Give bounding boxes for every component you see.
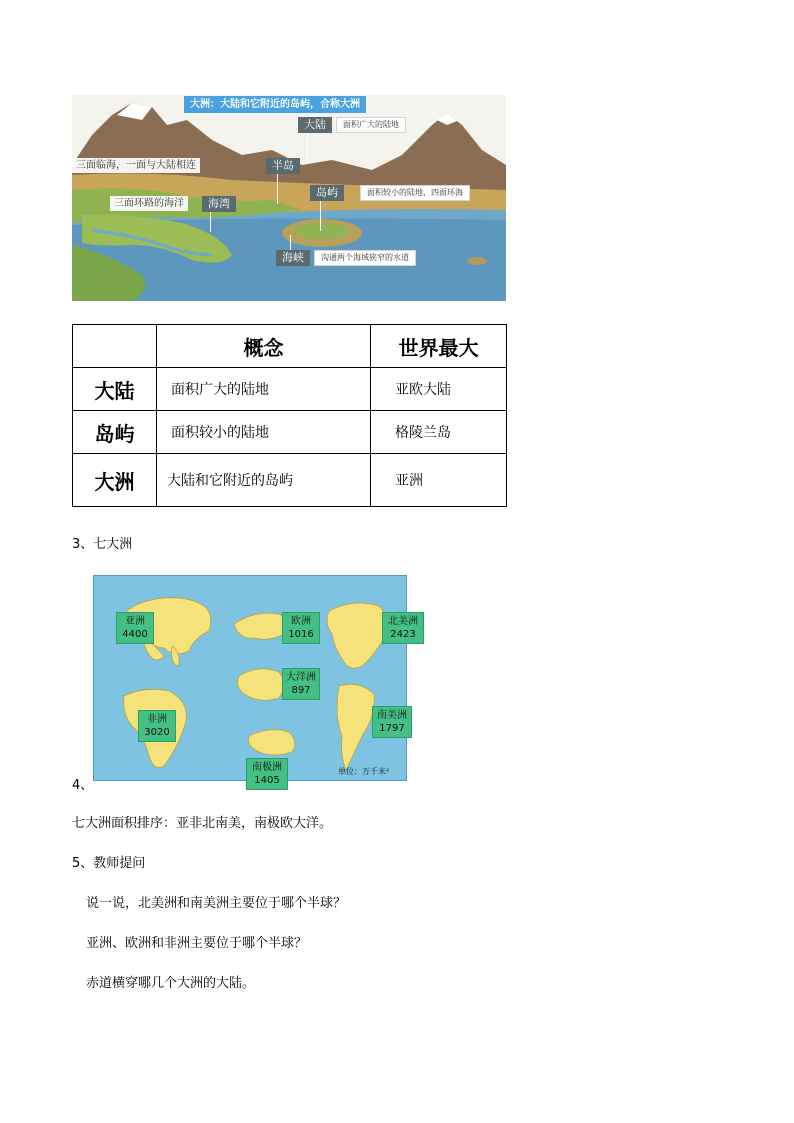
row-largest-zhou: 亚洲: [371, 454, 507, 507]
section-4-heading: 4、: [72, 778, 94, 793]
table-header-concept: 概念: [157, 325, 371, 368]
landform-illustration: [72, 95, 506, 301]
island-label: 岛屿: [310, 185, 344, 201]
continent-box-antarctica: [246, 758, 288, 790]
row-concept-zhou: 大陆和它附近的岛屿: [157, 454, 371, 507]
continent-name: 北美洲: [388, 616, 418, 627]
continent-box-asia: [116, 612, 154, 644]
strait-desc: 沟通两个海域狭窄的水道: [314, 250, 416, 266]
row-term-island: 岛屿: [73, 411, 157, 454]
continent-box-south-america: [372, 706, 412, 738]
continent-name: 南极洲: [252, 762, 282, 773]
table-row: [73, 368, 507, 411]
continent-name: 非洲: [147, 714, 167, 725]
concept-table: [72, 324, 507, 507]
island-desc: 面积较小的陆地，四面环海: [360, 185, 470, 201]
row-largest-continent: 亚欧大陆: [371, 368, 507, 411]
island-leader: [320, 201, 321, 231]
bay-leader: [210, 212, 211, 232]
peninsula-label: 半岛: [266, 158, 300, 174]
world-map-drawing: [94, 576, 408, 782]
section-5-heading: 5、教师提问: [72, 856, 146, 871]
continent-label: 大陆: [298, 117, 332, 133]
landform-banner: 大洲：大陆和它附近的岛屿，合称大洲: [184, 96, 366, 113]
table-row: [73, 411, 507, 454]
question-2: 亚洲、欧洲和非洲主要位于哪个半球？: [86, 936, 308, 951]
continent-area: 1797: [379, 723, 405, 734]
question-3: 赤道横穿哪几个大洲的大陆。: [86, 976, 256, 991]
table-header-largest: 世界最大: [371, 325, 507, 368]
continent-name: 亚洲: [125, 616, 145, 627]
continent-area: 1405: [254, 775, 280, 786]
ranking-text: 七大洲面积排序：亚非北南美，南极欧大洋。: [72, 816, 333, 831]
bay-label: 海湾: [202, 196, 236, 212]
question-1: 说一说，北美洲和南美洲主要位于哪个半球？: [86, 896, 347, 911]
continent-box-africa: [138, 710, 176, 742]
row-concept-island: 面积较小的陆地: [157, 411, 371, 454]
peninsula-desc: 三面临海，一面与大陆相连: [72, 158, 200, 173]
continent-desc: 面积广大的陆地: [336, 117, 406, 133]
row-concept-continent: 面积广大的陆地: [157, 368, 371, 411]
row-largest-island: 格陵兰岛: [371, 411, 507, 454]
continent-name: 欧洲: [291, 616, 311, 627]
strait-label: 海峡: [276, 250, 310, 266]
continent-area: 2423: [390, 629, 416, 640]
continent-name: 大洋洲: [286, 672, 316, 683]
world-map: [93, 575, 418, 786]
row-term-continent: 大陆: [73, 368, 157, 411]
table-row: [73, 454, 507, 507]
continent-area: 897: [291, 685, 311, 696]
table-header-row: [73, 325, 507, 368]
continent-area: 1016: [288, 629, 314, 640]
peninsula-leader: [277, 174, 278, 204]
continent-box-oceania: [282, 668, 320, 700]
map-unit-label: 单位：万千米²: [338, 767, 390, 776]
continent-leader: [307, 133, 308, 163]
bay-desc: 三面环路的海洋: [110, 196, 188, 211]
continent-name: 南美洲: [377, 710, 407, 721]
continent-box-europe: [282, 612, 320, 644]
continent-box-north-america: [382, 612, 424, 644]
section-3-heading: 3、七大洲: [72, 537, 133, 552]
continent-area: 4400: [122, 629, 148, 640]
strait-leader: [290, 235, 291, 250]
continent-area: 3020: [144, 727, 170, 738]
row-term-zhou: 大洲: [73, 454, 157, 507]
table-header-blank: [73, 325, 157, 368]
